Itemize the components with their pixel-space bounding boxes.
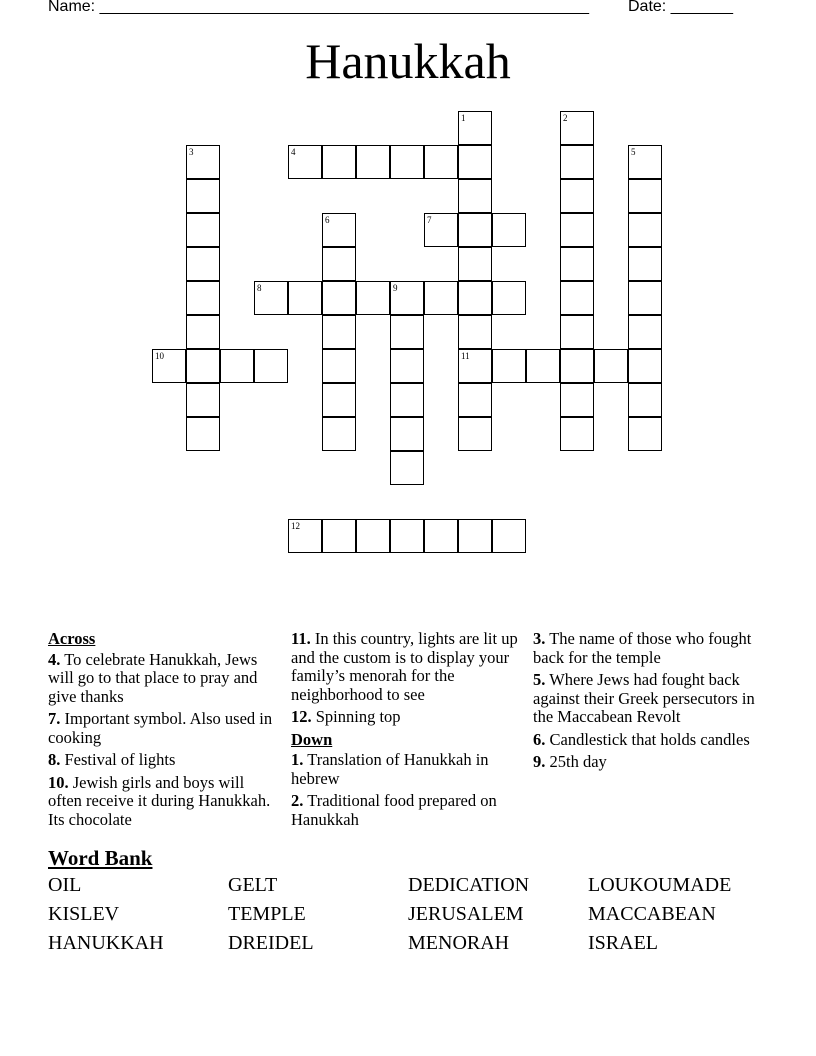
grid-cell[interactable] [390,281,424,315]
grid-cell[interactable] [186,145,220,179]
grid-cell[interactable] [152,349,186,383]
grid-cell[interactable] [322,349,356,383]
clue-number: 9 [393,283,398,293]
word-bank-word: DREIDEL [228,932,314,954]
grid-cell[interactable] [356,281,390,315]
grid-cell[interactable] [628,179,662,213]
grid-cell[interactable] [560,145,594,179]
clue-down-5: 5. Where Jews had fought back against their Greek persecutors in the Maccabean Revolt [533,670,755,726]
clue-number: 7 [427,215,432,225]
grid-cell[interactable] [628,145,662,179]
clue-number: 1 [461,113,466,123]
clue-down-9: 9. 25th day [533,752,607,771]
grid-cell[interactable] [628,315,662,349]
grid-cell[interactable] [560,315,594,349]
page-title: Hanukkah [305,33,511,89]
clue-across-11: 11. In this country, lights are lit up and the custom is to display your family’s menorah for the neighborhood to see [291,629,518,704]
grid-cell[interactable] [390,417,424,451]
word-bank-word: MACCABEAN [588,903,716,925]
grid-cell[interactable] [186,315,220,349]
clue-down-1: 1. Translation of Hanukkah in hebrew [291,750,489,788]
grid-cell[interactable] [492,281,526,315]
grid-cell[interactable] [560,417,594,451]
grid-cell[interactable] [424,213,458,247]
grid-cell[interactable] [390,145,424,179]
grid-cell[interactable] [186,247,220,281]
clue-across-7: 7. Important symbol. Also used in cooking [48,709,273,747]
grid-cell[interactable] [356,145,390,179]
grid-cell[interactable] [254,349,288,383]
grid-cell[interactable] [492,213,526,247]
grid-cell[interactable] [458,281,492,315]
clues-column-3 [533,630,765,776]
across-heading: Across [48,629,96,648]
clue-number: 12 [291,521,300,531]
grid-cell[interactable] [526,349,560,383]
down-heading: Down [291,729,333,749]
date-field[interactable]: Date: _______ [628,0,733,15]
clue-down-3: 3. The name of those who fought back for the temple [533,629,752,667]
grid-cell[interactable] [186,179,220,213]
clue-number: 10 [155,351,164,361]
grid-cell[interactable] [424,145,458,179]
grid-cell[interactable] [424,519,458,553]
word-bank-word: KISLEV [48,903,120,925]
grid-cell[interactable] [560,213,594,247]
grid-cell[interactable] [322,247,356,281]
grid-cell[interactable] [628,383,662,417]
word-bank-word: JERUSALEM [408,903,524,925]
grid-cell[interactable] [458,111,492,145]
grid-cell[interactable] [492,519,526,553]
clues-column-2 [291,630,527,833]
grid-cell[interactable] [390,383,424,417]
grid-cell[interactable] [458,519,492,553]
grid-cell[interactable] [628,281,662,315]
grid-cell[interactable] [628,417,662,451]
grid-cell[interactable] [560,383,594,417]
grid-cell[interactable] [220,349,254,383]
grid-cell[interactable] [390,519,424,553]
grid-cell[interactable] [390,349,424,383]
grid-cell[interactable] [322,417,356,451]
grid-cell[interactable] [458,247,492,281]
grid-cell[interactable] [322,315,356,349]
grid-cell[interactable] [628,349,662,383]
clue-across-12: 12. Spinning top [291,707,401,726]
clue-number: 8 [257,283,262,293]
grid-cell[interactable] [186,213,220,247]
grid-cell[interactable] [322,383,356,417]
word-bank-word: LOUKOUMADE [588,874,732,896]
grid-cell[interactable] [492,349,526,383]
grid-cell[interactable] [288,281,322,315]
grid-cell[interactable] [458,145,492,179]
clue-number: 4 [291,147,296,157]
grid-cell[interactable] [390,451,424,485]
clue-down-2: 2. Traditional food prepared on Hanukkah [291,791,497,829]
grid-cell[interactable] [458,179,492,213]
grid-cell[interactable] [390,315,424,349]
grid-cell[interactable] [186,417,220,451]
grid-cell[interactable] [424,281,458,315]
grid-cell[interactable] [458,213,492,247]
word-bank-word: ISRAEL [588,932,658,954]
grid-cell[interactable] [628,247,662,281]
clue-across-10: 10. Jewish girls and boys will often receive it during Hanukkah. Its chocolate [48,772,271,829]
word-bank-word: OIL [48,874,82,896]
grid-cell[interactable] [322,519,356,553]
clue-down-6: 6. Candlestick that holds candles [533,729,750,749]
word-bank-title: Word Bank [48,846,153,870]
word-bank-word: MENORAH [408,932,510,954]
grid-cell[interactable] [458,383,492,417]
grid-cell[interactable] [458,349,492,383]
grid-cell[interactable] [628,213,662,247]
grid-cell[interactable] [288,145,322,179]
grid-cell[interactable] [458,315,492,349]
clues-column-1 [48,630,273,833]
grid-cell[interactable] [186,281,220,315]
grid-cell[interactable] [322,281,356,315]
clue-number: 5 [631,147,636,157]
word-bank-word: GELT [228,874,278,896]
grid-cell[interactable] [186,383,220,417]
grid-cell[interactable] [560,247,594,281]
word-bank-word: DEDICATION [408,874,530,896]
clue-number: 11 [461,351,470,361]
word-bank-word: TEMPLE [228,903,306,925]
grid-cell[interactable] [254,281,288,315]
clue-across-4: 4. To celebrate Hanukkah, Jews will go to that place to pray and give thanks [48,649,258,706]
clue-number: 2 [563,113,568,123]
word-bank-word: HANUKKAH [48,932,164,954]
grid-cell[interactable] [594,349,628,383]
grid-cell[interactable] [560,281,594,315]
grid-cell[interactable] [322,145,356,179]
grid-cell[interactable] [186,349,220,383]
grid-cell[interactable] [288,519,322,553]
clue-across-8: 8. Festival of lights [48,750,176,769]
grid-cell[interactable] [560,179,594,213]
name-field[interactable]: Name: _______________________________________________________ [48,0,589,15]
grid-cell[interactable] [356,519,390,553]
grid-cell[interactable] [560,349,594,383]
clue-number: 3 [189,147,194,157]
grid-cell[interactable] [322,213,356,247]
clue-number: 6 [325,215,330,225]
grid-cell[interactable] [560,111,594,145]
grid-cell[interactable] [458,417,492,451]
